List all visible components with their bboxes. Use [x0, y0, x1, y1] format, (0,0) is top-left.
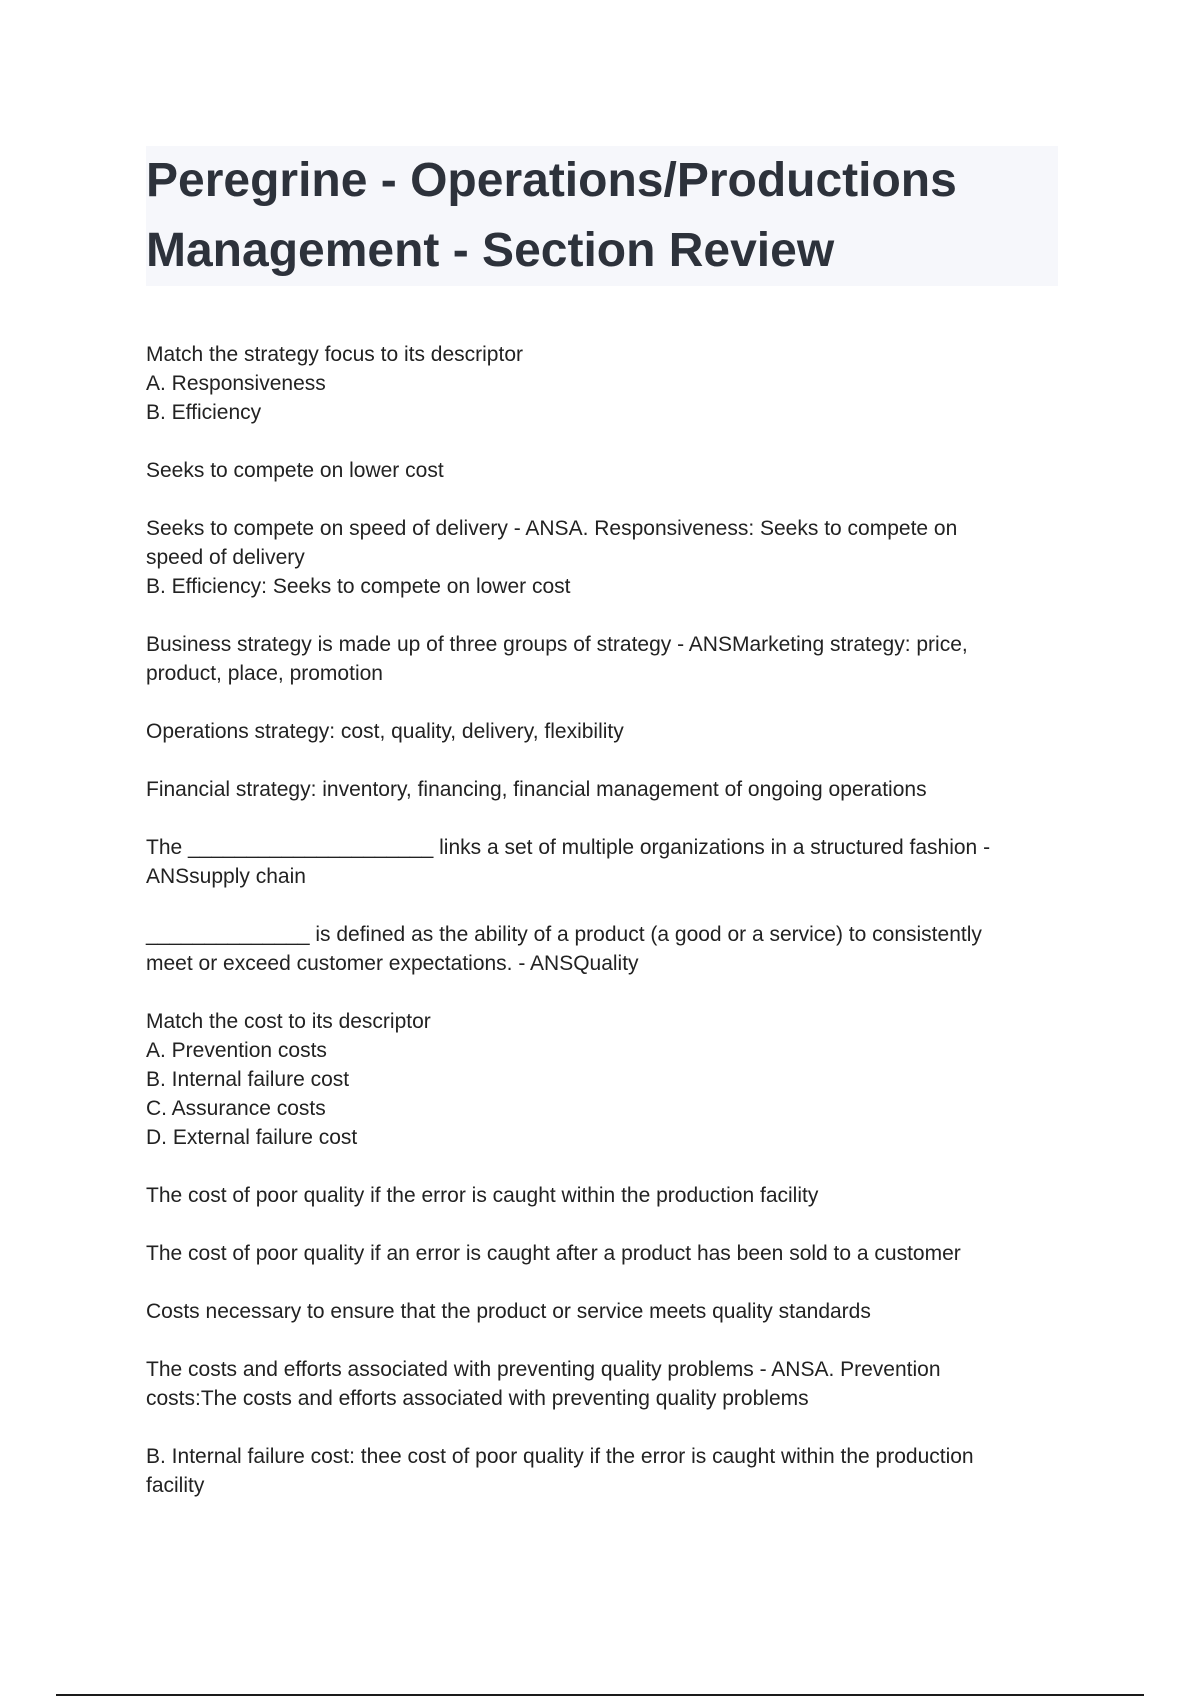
paragraph-external-failure-desc: The cost of poor quality if an error is caught after a product has been sold to a customer: [146, 1242, 961, 1265]
paragraph-quality: ______________ is defined as the ability of a product (a good or a service) to consistently meet or exceed customer expectations. - ANSQuality: [146, 923, 982, 975]
paragraph-lower-cost: Seeks to compete on lower cost: [146, 459, 444, 482]
paragraph-speed-answer: Seeks to compete on speed of delivery - ANSA. Responsiveness: Seeks to compete on speed of delivery B. Efficiency: Seeks to compete on lower cost: [146, 517, 958, 598]
paragraph-strategy-match: Match the strategy focus to its descriptor A. Responsiveness B. Efficiency: [146, 343, 523, 424]
paragraph-internal-failure-answer: B. Internal failure cost: thee cost of poor quality if the error is caught within the production facility: [146, 1445, 974, 1497]
paragraph-business-strategy: Business strategy is made up of three groups of strategy - ANSMarketing strategy: price, product, place, promotion: [146, 633, 968, 685]
document-body: [146, 340, 1046, 1500]
title-line-1: Peregrine - Operations/Productions: [146, 154, 957, 207]
paragraph-supply-chain: The _____________________ links a set of multiple organizations in a structured fashion - ANSsupply chain: [146, 836, 991, 888]
paragraph-assurance-desc: Costs necessary to ensure that the product or service meets quality standards: [146, 1300, 871, 1323]
paragraph-prevention-answer: The costs and efforts associated with preventing quality problems - ANSA. Prevention costs:The costs and efforts associated with preventing quality problems: [146, 1358, 941, 1410]
paragraph-internal-failure-desc: The cost of poor quality if the error is caught within the production facility: [146, 1184, 819, 1207]
document-title: [146, 146, 1058, 286]
paragraph-operations-strategy: Operations strategy: cost, quality, delivery, flexibility: [146, 720, 624, 743]
paragraph-cost-match: Match the cost to its descriptor A. Prevention costs B. Internal failure cost C. Assurance costs D. External failure cost: [146, 1010, 431, 1149]
paragraph-financial-strategy: Financial strategy: inventory, financing, financial management of ongoing operations: [146, 778, 927, 801]
footer-divider: [56, 1694, 1144, 1696]
title-block: [146, 146, 1058, 286]
title-line-2: Management - Section Review: [146, 224, 835, 277]
